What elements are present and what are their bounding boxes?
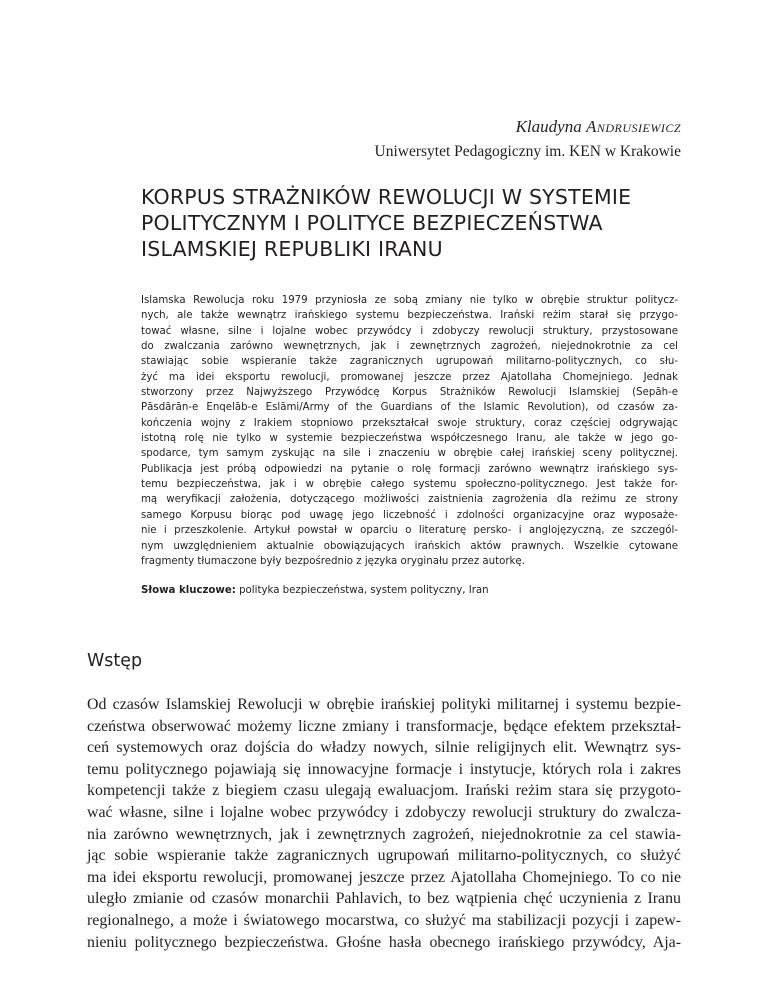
title-line: KORPUS STRAŻNIKÓW REWOLUCJI W SYSTEMIE bbox=[141, 185, 632, 209]
body-line: nieniu politycznego bezpieczeństwa. Głośne hasła obecnego irańskiego przywódcy, Aja- bbox=[87, 933, 681, 951]
abstract-line: spodarce, tym samym zyskując na sile i znaczeniu w obrębie całej irańskiej sceny politycznej. bbox=[141, 448, 678, 460]
body-line: nia zarówno wewnętrznych, jak i zewnętrznych zagrożeń, niejednokrotnie za cel stawia- bbox=[87, 825, 681, 843]
abstract-line: tować własne, silne i lojalne wobec przywódcy i zdobyczy rewolucji struktury, przystosowane bbox=[141, 325, 678, 337]
body-line: uległo zmianie od czasów monarchii Pahlavich, to bez wątpienia chęć uczynienia z Iranu bbox=[87, 890, 681, 908]
abstract bbox=[141, 293, 678, 569]
abstract-line: samego Korpusu biorąc pod uwagę jego liczebność i zdolności organizacyjne oraz wyposaże- bbox=[141, 509, 678, 521]
abstract-line: temu bezpieczeństwa, jak i w obrębie całego systemu społeczno-politycznego. Jest także for- bbox=[141, 479, 678, 491]
body-line: Od czasów Islamskiej Rewolucji w obrębie irańskiej polityki militarnej i systemu bezpie- bbox=[87, 696, 681, 713]
keywords-label: Słowa kluczowe: bbox=[141, 585, 236, 596]
abstract-line: nych, ale także wewnątrz irańskiego systemu bezpieczeństwa. Irański reżim starał się przygo- bbox=[141, 310, 678, 322]
abstract-line: fragmenty tłumaczone były bezpośrednio z języka oryginału przez autorkę. bbox=[141, 555, 525, 567]
body-line: jąc sobie wspieranie także zagranicznych ugrupowań militarno-politycznych, co służyć bbox=[87, 847, 681, 865]
author-name bbox=[100, 116, 681, 138]
keywords-text: polityka bezpieczeństwa, system polityczny, Iran bbox=[239, 585, 489, 596]
title-line: ISLAMSKIEJ REPUBLIKI IRANU bbox=[141, 237, 443, 261]
abstract-line: stworzony przez Najwyższego Przywódcę Korpus Strażników Rewolucji Islamskiej (Sepāh-e bbox=[141, 387, 678, 399]
author-affiliation: Uniwersytet Pedagogiczny im. KEN w Krakowie bbox=[374, 143, 681, 160]
body-line: regionalnego, a może i światowego mocarstwa, co służyć ma stabilizacji pozycji i zapew- bbox=[87, 911, 681, 929]
author-first-name: Klaudyna bbox=[515, 117, 582, 136]
body-line: czeństwa obserwować możemy liczne zmiany i transformacje, będące efektem przekształ- bbox=[87, 717, 681, 735]
abstract-line: istotną rolę nie tylko w systemie bezpieczeństwa współczesnego Iranu, ale także w jego go- bbox=[141, 433, 678, 445]
article-title bbox=[141, 184, 681, 262]
abstract-line: Pāsdārān-e Enqelāb-e Eslāmi/Army of the Guardians of the Islamic Revolution), od czasów za- bbox=[141, 402, 678, 414]
body-line: ceń systemowych oraz dojścia do władzy nowych, silnie religijnych elit. Wewnątrz sys- bbox=[87, 739, 681, 757]
title-line: POLITYCZNYM I POLITYCE BEZPIECZEŃSTWA bbox=[141, 211, 603, 235]
author-last-name: Andrusiewicz bbox=[585, 117, 681, 136]
body-line: ma idei eksportu rewolucji, promowanej jeszcze przez Ajatollaha Chomejniego. To co nie bbox=[87, 868, 681, 886]
abstract-line: do zwalczania zarówno wewnętrznych, jak i zewnętrznych zagrożeń, niejednokrotnie za cel bbox=[141, 341, 678, 353]
body-line: temu politycznego pojawiają się innowacyjne formacje i instytucje, których rola i zakres bbox=[87, 760, 681, 778]
abstract-line: nym uwzględnieniem aktualnie obowiązujących irańskich aktów prawnych. Wszelkie cytowane bbox=[141, 540, 678, 552]
abstract-line: kończenia wojny z Irakiem stopniowo przekształcał swoje struktury, coraz częściej odgrywając bbox=[141, 417, 678, 429]
abstract-line: Publikacja jest próbą odpowiedzi na pytanie o rolę formacji zarówno wewnątrz irańskiego sys- bbox=[141, 463, 678, 475]
body-text bbox=[87, 694, 681, 953]
section-heading: Wstęp bbox=[87, 651, 143, 671]
abstract-line: mą weryfikacji założenia, dotyczącego możliwości zaistnienia zagrożenia dla reżimu ze strony bbox=[141, 494, 678, 506]
body-line: kompetencji także z biegiem czasu ulegają ewaluacjom. Irański reżim stara się przygoto- bbox=[87, 782, 681, 800]
abstract-line: nie i przeszkolenie. Artykuł powstał w oparciu o literaturę persko- i anglojęzyczną, ze szczegól- bbox=[141, 525, 678, 537]
abstract-line: stawiając sobie wspieranie także zagranicznych ugrupowań militarno-politycznych, co słu- bbox=[141, 356, 678, 368]
abstract-line: Islamska Rewolucja roku 1979 przyniosła ze sobą zmiany nie tylko w obrębie struktur politycz- bbox=[141, 295, 678, 306]
keywords bbox=[141, 583, 678, 598]
abstract-line: żyć ma idei eksportu rewolucji, promowanej jeszcze przez Ajatollaha Chomejniego. Jednak bbox=[141, 371, 678, 383]
body-line: wać własne, silne i lojalne wobec przywódcy i zdobyczy rewolucji struktury do zwalcza- bbox=[87, 803, 681, 821]
